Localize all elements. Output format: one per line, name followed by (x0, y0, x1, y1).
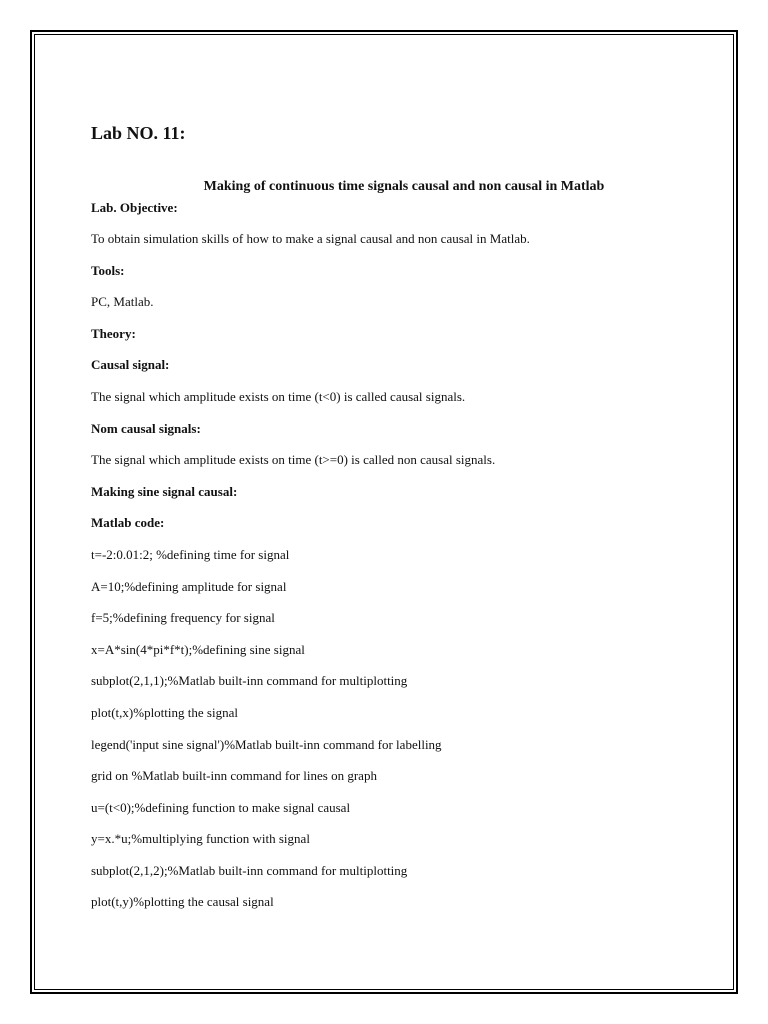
matlab-code-label: Matlab code: (91, 515, 165, 531)
code-line: subplot(2,1,1);%Matlab built-inn command for multiplotting (91, 673, 408, 689)
making-causal-label: Making sine signal causal: (91, 483, 238, 499)
code-line: t=-2:0.01:2; %defining time for signal (91, 546, 290, 562)
document-body (91, 199, 701, 925)
code-line: legend('input sine signal')%Matlab built-inn command for labelling (91, 736, 442, 752)
causal-label: Causal signal: (91, 357, 170, 373)
objective-text: To obtain simulation skills of how to make a signal causal and non causal in Matlab. (91, 231, 530, 246)
noncausal-label: Nom causal signals: (91, 420, 201, 436)
tools-label: Tools: (91, 262, 125, 278)
code-line: f=5;%defining frequency for signal (91, 610, 275, 626)
code-line: y=x.*u;%multiplying function with signal (91, 831, 310, 847)
causal-text: The signal which amplitude exists on time (t<0) is called causal signals. (91, 388, 466, 404)
lab-title: Lab NO. 11: (91, 123, 186, 143)
code-line: plot(t,x)%plotting the signal (91, 704, 238, 720)
code-line: plot(t,y)%plotting the causal signal (91, 894, 274, 910)
theory-label: Theory: (91, 325, 136, 341)
code-line: subplot(2,1,2);%Matlab built-inn command for multiplotting (91, 862, 408, 878)
tools-text: PC, Matlab. (91, 294, 154, 310)
document-heading: Making of continuous time signals causal and non causal in Matlab (203, 179, 605, 194)
code-line: x=A*sin(4*pi*f*t);%defining sine signal (91, 641, 305, 657)
code-line: A=10;%defining amplitude for signal (91, 578, 287, 594)
objective-label: Lab. Objective: (91, 200, 178, 215)
noncausal-text: The signal which amplitude exists on time (t>=0) is called non causal signals. (91, 452, 496, 468)
code-line: grid on %Matlab built-inn command for lines on graph (91, 768, 377, 784)
code-line: u=(t<0);%defining function to make signal causal (91, 799, 351, 815)
